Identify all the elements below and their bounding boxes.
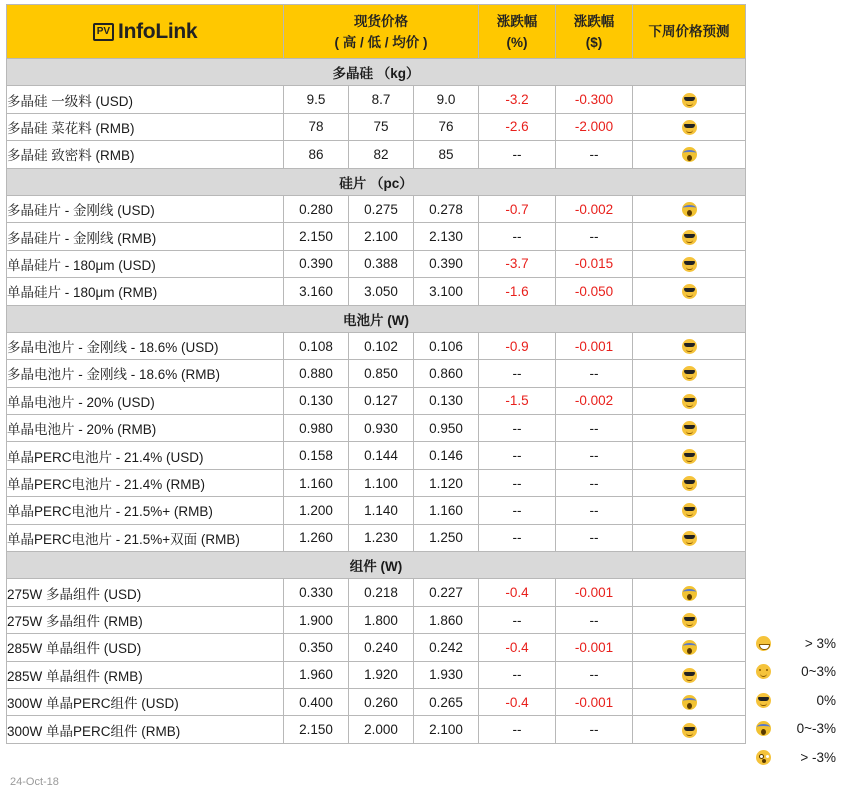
price-low: 0.144 bbox=[349, 442, 414, 469]
price-low: 0.930 bbox=[349, 415, 414, 442]
cool-face-icon bbox=[682, 449, 697, 464]
forecast-cell bbox=[633, 579, 746, 606]
product-name: 300W 单晶PERC组件 (RMB) bbox=[7, 716, 284, 743]
product-name: 285W 单晶组件 (USD) bbox=[7, 634, 284, 661]
table-row bbox=[7, 387, 746, 414]
change-abs: -0.001 bbox=[556, 688, 633, 715]
change-abs: -- bbox=[556, 716, 633, 743]
change-pct: -1.5 bbox=[479, 387, 556, 414]
price-high: 0.350 bbox=[284, 634, 349, 661]
price-low: 0.850 bbox=[349, 360, 414, 387]
change-pct: -0.7 bbox=[479, 195, 556, 222]
table-row bbox=[7, 661, 746, 688]
product-name: 单晶电池片 - 20% (USD) bbox=[7, 387, 284, 414]
product-name: 275W 多晶组件 (USD) bbox=[7, 579, 284, 606]
scream-face-icon bbox=[682, 695, 697, 710]
cool-face-icon bbox=[682, 613, 697, 628]
price-high: 1.900 bbox=[284, 606, 349, 633]
brand-logo-cell bbox=[7, 5, 284, 59]
product-name: 单晶PERC电池片 - 21.5%+ (RMB) bbox=[7, 497, 284, 524]
price-avg: 1.250 bbox=[414, 524, 479, 551]
scream-face-icon bbox=[756, 721, 771, 736]
table-row bbox=[7, 360, 746, 387]
table-row bbox=[7, 415, 746, 442]
product-name: 多晶硅片 - 金刚线 (RMB) bbox=[7, 223, 284, 250]
price-avg: 0.242 bbox=[414, 634, 479, 661]
price-low: 0.102 bbox=[349, 332, 414, 359]
price-low: 75 bbox=[349, 113, 414, 140]
price-high: 2.150 bbox=[284, 223, 349, 250]
forecast-cell bbox=[633, 360, 746, 387]
price-avg: 1.860 bbox=[414, 606, 479, 633]
change-pct: -- bbox=[479, 716, 556, 743]
forecast-cell bbox=[633, 716, 746, 743]
cool-face-icon bbox=[682, 394, 697, 409]
product-name: 多晶电池片 - 金刚线 - 18.6% (RMB) bbox=[7, 360, 284, 387]
change-abs: -2.000 bbox=[556, 113, 633, 140]
change-abs: -0.015 bbox=[556, 250, 633, 277]
change-abs: -0.001 bbox=[556, 634, 633, 661]
change-pct: -3.7 bbox=[479, 250, 556, 277]
price-avg: 1.120 bbox=[414, 469, 479, 496]
change-pct-header: 涨跌幅 (%) bbox=[479, 5, 556, 59]
change-pct: -- bbox=[479, 661, 556, 688]
price-high: 0.390 bbox=[284, 250, 349, 277]
change-abs: -0.002 bbox=[556, 195, 633, 222]
cool-face-icon bbox=[756, 693, 771, 708]
price-low: 0.275 bbox=[349, 195, 414, 222]
table-row bbox=[7, 223, 746, 250]
change-abs: -- bbox=[556, 415, 633, 442]
change-abs: -- bbox=[556, 223, 633, 250]
price-avg: 0.278 bbox=[414, 195, 479, 222]
price-avg: 1.160 bbox=[414, 497, 479, 524]
forecast-cell bbox=[633, 688, 746, 715]
price-high: 1.260 bbox=[284, 524, 349, 551]
price-low: 2.000 bbox=[349, 716, 414, 743]
price-avg: 2.130 bbox=[414, 223, 479, 250]
legend-label: > 3% bbox=[804, 635, 836, 651]
table-row bbox=[7, 716, 746, 743]
change-pct: -- bbox=[479, 415, 556, 442]
price-avg: 1.930 bbox=[414, 661, 479, 688]
report-date: 24-Oct-18 bbox=[10, 776, 59, 788]
cool-face-icon bbox=[682, 503, 697, 518]
grin-face-icon bbox=[756, 636, 771, 651]
forecast-cell bbox=[633, 415, 746, 442]
smile-face-icon bbox=[756, 664, 771, 679]
change-abs: -- bbox=[556, 469, 633, 496]
table-row bbox=[7, 442, 746, 469]
change-pct: -1.6 bbox=[479, 278, 556, 305]
product-name: 单晶PERC电池片 - 21.5%+双面 (RMB) bbox=[7, 524, 284, 551]
scream-face-icon bbox=[682, 640, 697, 655]
product-name: 275W 多晶组件 (RMB) bbox=[7, 606, 284, 633]
table-row bbox=[7, 195, 746, 222]
price-high: 0.130 bbox=[284, 387, 349, 414]
section-header-row bbox=[7, 59, 746, 86]
section-header-row bbox=[7, 168, 746, 195]
change-usd-header: 涨跌幅 ($) bbox=[556, 5, 633, 59]
product-name: 单晶PERC电池片 - 21.4% (RMB) bbox=[7, 469, 284, 496]
change-abs: -- bbox=[556, 360, 633, 387]
price-high: 3.160 bbox=[284, 278, 349, 305]
pv-logo-icon: PV bbox=[93, 23, 114, 41]
cool-face-icon bbox=[682, 284, 697, 299]
change-pct: -0.4 bbox=[479, 634, 556, 661]
table-row bbox=[7, 579, 746, 606]
product-name: 单晶硅片 - 180μm (USD) bbox=[7, 250, 284, 277]
price-avg: 76 bbox=[414, 113, 479, 140]
legend-item bbox=[752, 686, 852, 715]
forecast-cell bbox=[633, 86, 746, 113]
price-avg: 0.106 bbox=[414, 332, 479, 359]
change-pct: -- bbox=[479, 524, 556, 551]
cool-face-icon bbox=[682, 723, 697, 738]
forecast-cell bbox=[633, 387, 746, 414]
change-pct: -- bbox=[479, 360, 556, 387]
price-low: 0.218 bbox=[349, 579, 414, 606]
table-row bbox=[7, 524, 746, 551]
astonish-face-icon bbox=[756, 750, 771, 765]
table-row bbox=[7, 86, 746, 113]
change-pct: -0.4 bbox=[479, 579, 556, 606]
change-abs: -- bbox=[556, 606, 633, 633]
brand-name: InfoLink bbox=[118, 20, 198, 43]
cool-face-icon bbox=[682, 366, 697, 381]
cool-face-icon bbox=[682, 120, 697, 135]
change-pct: -0.9 bbox=[479, 332, 556, 359]
legend-item bbox=[752, 715, 852, 744]
price-high: 0.108 bbox=[284, 332, 349, 359]
scream-face-icon bbox=[682, 202, 697, 217]
forecast-cell bbox=[633, 634, 746, 661]
product-name: 单晶硅片 - 180μm (RMB) bbox=[7, 278, 284, 305]
product-name: 多晶硅片 - 金刚线 (USD) bbox=[7, 195, 284, 222]
cool-face-icon bbox=[682, 421, 697, 436]
price-avg: 0.950 bbox=[414, 415, 479, 442]
section-title: 电池片 (W) bbox=[7, 305, 746, 332]
forecast-legend bbox=[752, 629, 852, 772]
price-avg: 0.227 bbox=[414, 579, 479, 606]
price-low: 0.388 bbox=[349, 250, 414, 277]
change-pct: -- bbox=[479, 497, 556, 524]
table-row bbox=[7, 250, 746, 277]
price-low: 0.127 bbox=[349, 387, 414, 414]
section-header-row bbox=[7, 552, 746, 579]
change-abs: -0.002 bbox=[556, 387, 633, 414]
price-low: 0.260 bbox=[349, 688, 414, 715]
legend-item bbox=[752, 629, 852, 658]
price-high: 1.160 bbox=[284, 469, 349, 496]
legend-item bbox=[752, 658, 852, 687]
forecast-cell bbox=[633, 332, 746, 359]
price-low: 8.7 bbox=[349, 86, 414, 113]
forecast-cell bbox=[633, 141, 746, 168]
legend-label: > -3% bbox=[800, 749, 836, 765]
change-abs: -- bbox=[556, 442, 633, 469]
price-low: 1.140 bbox=[349, 497, 414, 524]
change-pct: -3.2 bbox=[479, 86, 556, 113]
forecast-cell bbox=[633, 661, 746, 688]
price-high: 78 bbox=[284, 113, 349, 140]
price-low: 3.050 bbox=[349, 278, 414, 305]
change-abs: -0.001 bbox=[556, 332, 633, 359]
price-high: 9.5 bbox=[284, 86, 349, 113]
product-name: 多晶硅 一级料 (USD) bbox=[7, 86, 284, 113]
forecast-header: 下周价格预测 bbox=[633, 5, 746, 59]
table-row bbox=[7, 606, 746, 633]
table-row bbox=[7, 278, 746, 305]
price-high: 1.200 bbox=[284, 497, 349, 524]
product-name: 多晶电池片 - 金刚线 - 18.6% (USD) bbox=[7, 332, 284, 359]
change-pct: -2.6 bbox=[479, 113, 556, 140]
forecast-cell bbox=[633, 250, 746, 277]
change-abs: -- bbox=[556, 497, 633, 524]
table-row bbox=[7, 332, 746, 359]
table-row bbox=[7, 113, 746, 140]
product-name: 285W 单晶组件 (RMB) bbox=[7, 661, 284, 688]
product-name: 300W 单晶PERC组件 (USD) bbox=[7, 688, 284, 715]
product-name: 单晶电池片 - 20% (RMB) bbox=[7, 415, 284, 442]
price-avg: 0.390 bbox=[414, 250, 479, 277]
price-avg: 0.860 bbox=[414, 360, 479, 387]
forecast-cell bbox=[633, 606, 746, 633]
scream-face-icon bbox=[682, 147, 697, 162]
price-avg: 2.100 bbox=[414, 716, 479, 743]
section-title: 多晶硅 （kg） bbox=[7, 59, 746, 86]
table-row bbox=[7, 141, 746, 168]
forecast-cell bbox=[633, 497, 746, 524]
change-pct: -- bbox=[479, 442, 556, 469]
table-row bbox=[7, 469, 746, 496]
price-high: 86 bbox=[284, 141, 349, 168]
price-high: 1.960 bbox=[284, 661, 349, 688]
cool-face-icon bbox=[682, 531, 697, 546]
price-avg: 3.100 bbox=[414, 278, 479, 305]
forecast-cell bbox=[633, 469, 746, 496]
price-avg: 0.130 bbox=[414, 387, 479, 414]
change-pct: -- bbox=[479, 141, 556, 168]
change-pct: -- bbox=[479, 469, 556, 496]
cool-face-icon bbox=[682, 93, 697, 108]
price-avg: 9.0 bbox=[414, 86, 479, 113]
product-name: 单晶PERC电池片 - 21.4% (USD) bbox=[7, 442, 284, 469]
price-low: 2.100 bbox=[349, 223, 414, 250]
price-avg: 85 bbox=[414, 141, 479, 168]
price-low: 1.230 bbox=[349, 524, 414, 551]
price-high: 0.400 bbox=[284, 688, 349, 715]
product-name: 多晶硅 致密料 (RMB) bbox=[7, 141, 284, 168]
change-pct: -- bbox=[479, 606, 556, 633]
forecast-cell bbox=[633, 113, 746, 140]
price-low: 82 bbox=[349, 141, 414, 168]
forecast-cell bbox=[633, 195, 746, 222]
price-avg: 0.265 bbox=[414, 688, 479, 715]
legend-item bbox=[752, 743, 852, 772]
price-high: 2.150 bbox=[284, 716, 349, 743]
price-high: 0.280 bbox=[284, 195, 349, 222]
price-high: 0.880 bbox=[284, 360, 349, 387]
forecast-cell bbox=[633, 524, 746, 551]
price-avg: 0.146 bbox=[414, 442, 479, 469]
forecast-cell bbox=[633, 442, 746, 469]
price-low: 1.920 bbox=[349, 661, 414, 688]
change-abs: -- bbox=[556, 661, 633, 688]
scream-face-icon bbox=[682, 586, 697, 601]
cool-face-icon bbox=[682, 339, 697, 354]
cool-face-icon bbox=[682, 476, 697, 491]
forecast-cell bbox=[633, 278, 746, 305]
price-high: 0.980 bbox=[284, 415, 349, 442]
change-abs: -0.300 bbox=[556, 86, 633, 113]
price-high: 0.158 bbox=[284, 442, 349, 469]
change-abs: -- bbox=[556, 141, 633, 168]
legend-label: 0~3% bbox=[801, 664, 836, 680]
table-row bbox=[7, 497, 746, 524]
price-high: 0.330 bbox=[284, 579, 349, 606]
section-title: 组件 (W) bbox=[7, 552, 746, 579]
forecast-cell bbox=[633, 223, 746, 250]
legend-label: 0% bbox=[816, 692, 836, 708]
section-header-row bbox=[7, 305, 746, 332]
cool-face-icon bbox=[682, 668, 697, 683]
change-pct: -0.4 bbox=[479, 688, 556, 715]
price-table bbox=[6, 4, 746, 744]
change-pct: -- bbox=[479, 223, 556, 250]
change-abs: -- bbox=[556, 524, 633, 551]
table-row bbox=[7, 688, 746, 715]
cool-face-icon bbox=[682, 257, 697, 272]
change-abs: -0.001 bbox=[556, 579, 633, 606]
product-name: 多晶硅 菜花料 (RMB) bbox=[7, 113, 284, 140]
price-table-body bbox=[7, 59, 746, 744]
price-low: 0.240 bbox=[349, 634, 414, 661]
legend-label: 0~-3% bbox=[796, 721, 836, 737]
spot-price-header: 现货价格 ( 高 / 低 / 均价 ) bbox=[284, 5, 479, 59]
table-row bbox=[7, 634, 746, 661]
price-low: 1.800 bbox=[349, 606, 414, 633]
change-abs: -0.050 bbox=[556, 278, 633, 305]
section-title: 硅片 （pc） bbox=[7, 168, 746, 195]
price-low: 1.100 bbox=[349, 469, 414, 496]
cool-face-icon bbox=[682, 230, 697, 245]
